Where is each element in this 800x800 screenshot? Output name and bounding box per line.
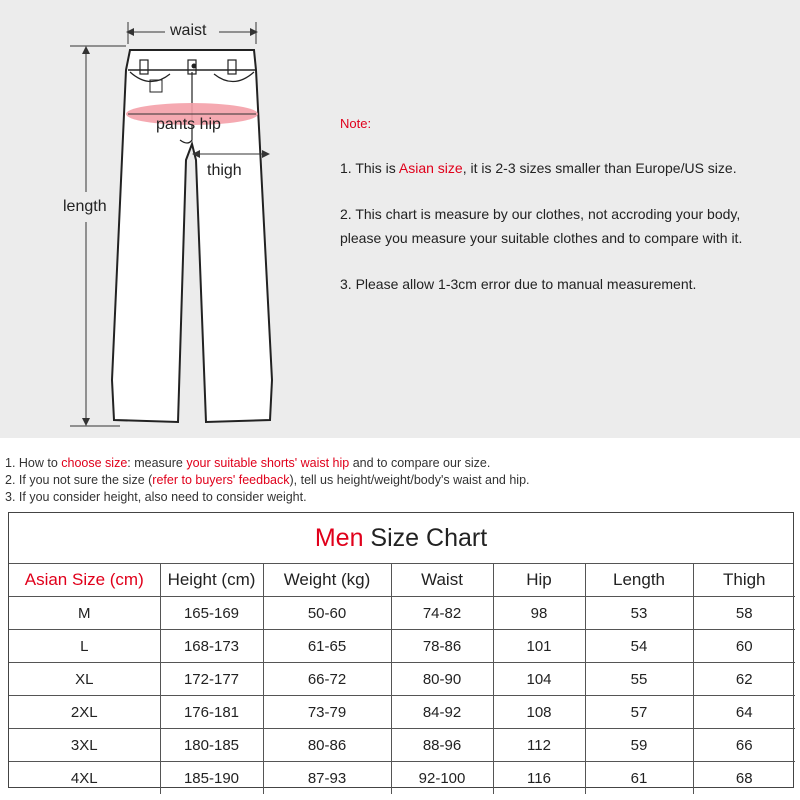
- cell-weight: 87-93: [263, 762, 391, 795]
- cell-size: 2XL: [9, 696, 160, 729]
- cell-weight: 73-79: [263, 696, 391, 729]
- cell-weight: 80-86: [263, 729, 391, 762]
- thigh-label: thigh: [207, 162, 242, 179]
- cell-hip: 108: [493, 696, 585, 729]
- length-label: length: [63, 198, 107, 215]
- chart-title: Men Size Chart: [9, 513, 793, 564]
- cell-hip: 116: [493, 762, 585, 795]
- cell-size: XL: [9, 663, 160, 696]
- header-thigh: Thigh: [693, 564, 795, 597]
- pants-diagram: [0, 0, 330, 438]
- waist-button: [192, 64, 197, 69]
- hip-label: pants hip: [156, 116, 221, 133]
- cell-thigh: 60: [693, 630, 795, 663]
- cell-hip: 98: [493, 597, 585, 630]
- cell-height: 165-169: [160, 597, 263, 630]
- size-chart: [8, 512, 794, 788]
- cell-size: 3XL: [9, 729, 160, 762]
- cell-size: 4XL: [9, 762, 160, 795]
- cell-waist: 80-90: [391, 663, 493, 696]
- header-hip: Hip: [493, 564, 585, 597]
- instruction-1: 1. How to choose size: measure your suitable shorts' waist hip and to compare our size.: [5, 456, 491, 470]
- cell-hip: 104: [493, 663, 585, 696]
- cell-thigh: 68: [693, 762, 795, 795]
- table-row: [9, 630, 795, 663]
- header-asian-size: Asian Size (cm): [9, 564, 160, 597]
- cell-height: 172-177: [160, 663, 263, 696]
- cell-waist: 78-86: [391, 630, 493, 663]
- cell-waist: 74-82: [391, 597, 493, 630]
- cell-thigh: 64: [693, 696, 795, 729]
- cell-waist: 88-96: [391, 729, 493, 762]
- size-table: [9, 564, 795, 794]
- asian-size-highlight: Asian size: [398, 160, 463, 176]
- cell-waist: 84-92: [391, 696, 493, 729]
- instructions: [5, 455, 530, 506]
- cell-thigh: 62: [693, 663, 795, 696]
- notes-block: [340, 112, 795, 292]
- table-row: [9, 597, 795, 630]
- table-row: [9, 762, 795, 795]
- cell-weight: 66-72: [263, 663, 391, 696]
- cell-size: M: [9, 597, 160, 630]
- cell-length: 53: [585, 597, 693, 630]
- cell-length: 55: [585, 663, 693, 696]
- cell-thigh: 58: [693, 597, 795, 630]
- table-row: [9, 696, 795, 729]
- note-3: 3. Please allow 1-3cm error due to manual measurement.: [340, 276, 697, 292]
- instruction-3: 3. If you consider height, also need to consider weight.: [5, 490, 307, 504]
- cell-waist: 92-100: [391, 762, 493, 795]
- header-weight: Weight (kg): [263, 564, 391, 597]
- cell-length: 59: [585, 729, 693, 762]
- table-row: [9, 729, 795, 762]
- header-row: [9, 564, 795, 597]
- cell-weight: 61-65: [263, 630, 391, 663]
- cell-height: 176-181: [160, 696, 263, 729]
- cell-height: 168-173: [160, 630, 263, 663]
- cell-weight: 50-60: [263, 597, 391, 630]
- note-1: 1. This is Asian size, it is 2-3 sizes smaller than Europe/US size.: [340, 160, 737, 176]
- header-waist: Waist: [391, 564, 493, 597]
- instruction-2: 2. If you not sure the size (refer to buyers' feedback), tell us height/weight/body's waist and hip.: [5, 473, 530, 487]
- note-2: 2. This chart is measure by our clothes, not accroding your body, please you measure your suitable clothes and to compare with it.: [340, 206, 743, 246]
- cell-hip: 112: [493, 729, 585, 762]
- cell-length: 54: [585, 630, 693, 663]
- header-height: Height (cm): [160, 564, 263, 597]
- cell-thigh: 66: [693, 729, 795, 762]
- header-length: Length: [585, 564, 693, 597]
- cell-size: L: [9, 630, 160, 663]
- table-row: [9, 663, 795, 696]
- cell-height: 180-185: [160, 729, 263, 762]
- waist-label: waist: [170, 22, 207, 39]
- cell-length: 61: [585, 762, 693, 795]
- notes-title: Note:: [340, 116, 372, 131]
- cell-length: 57: [585, 696, 693, 729]
- cell-height: 185-190: [160, 762, 263, 795]
- cell-hip: 101: [493, 630, 585, 663]
